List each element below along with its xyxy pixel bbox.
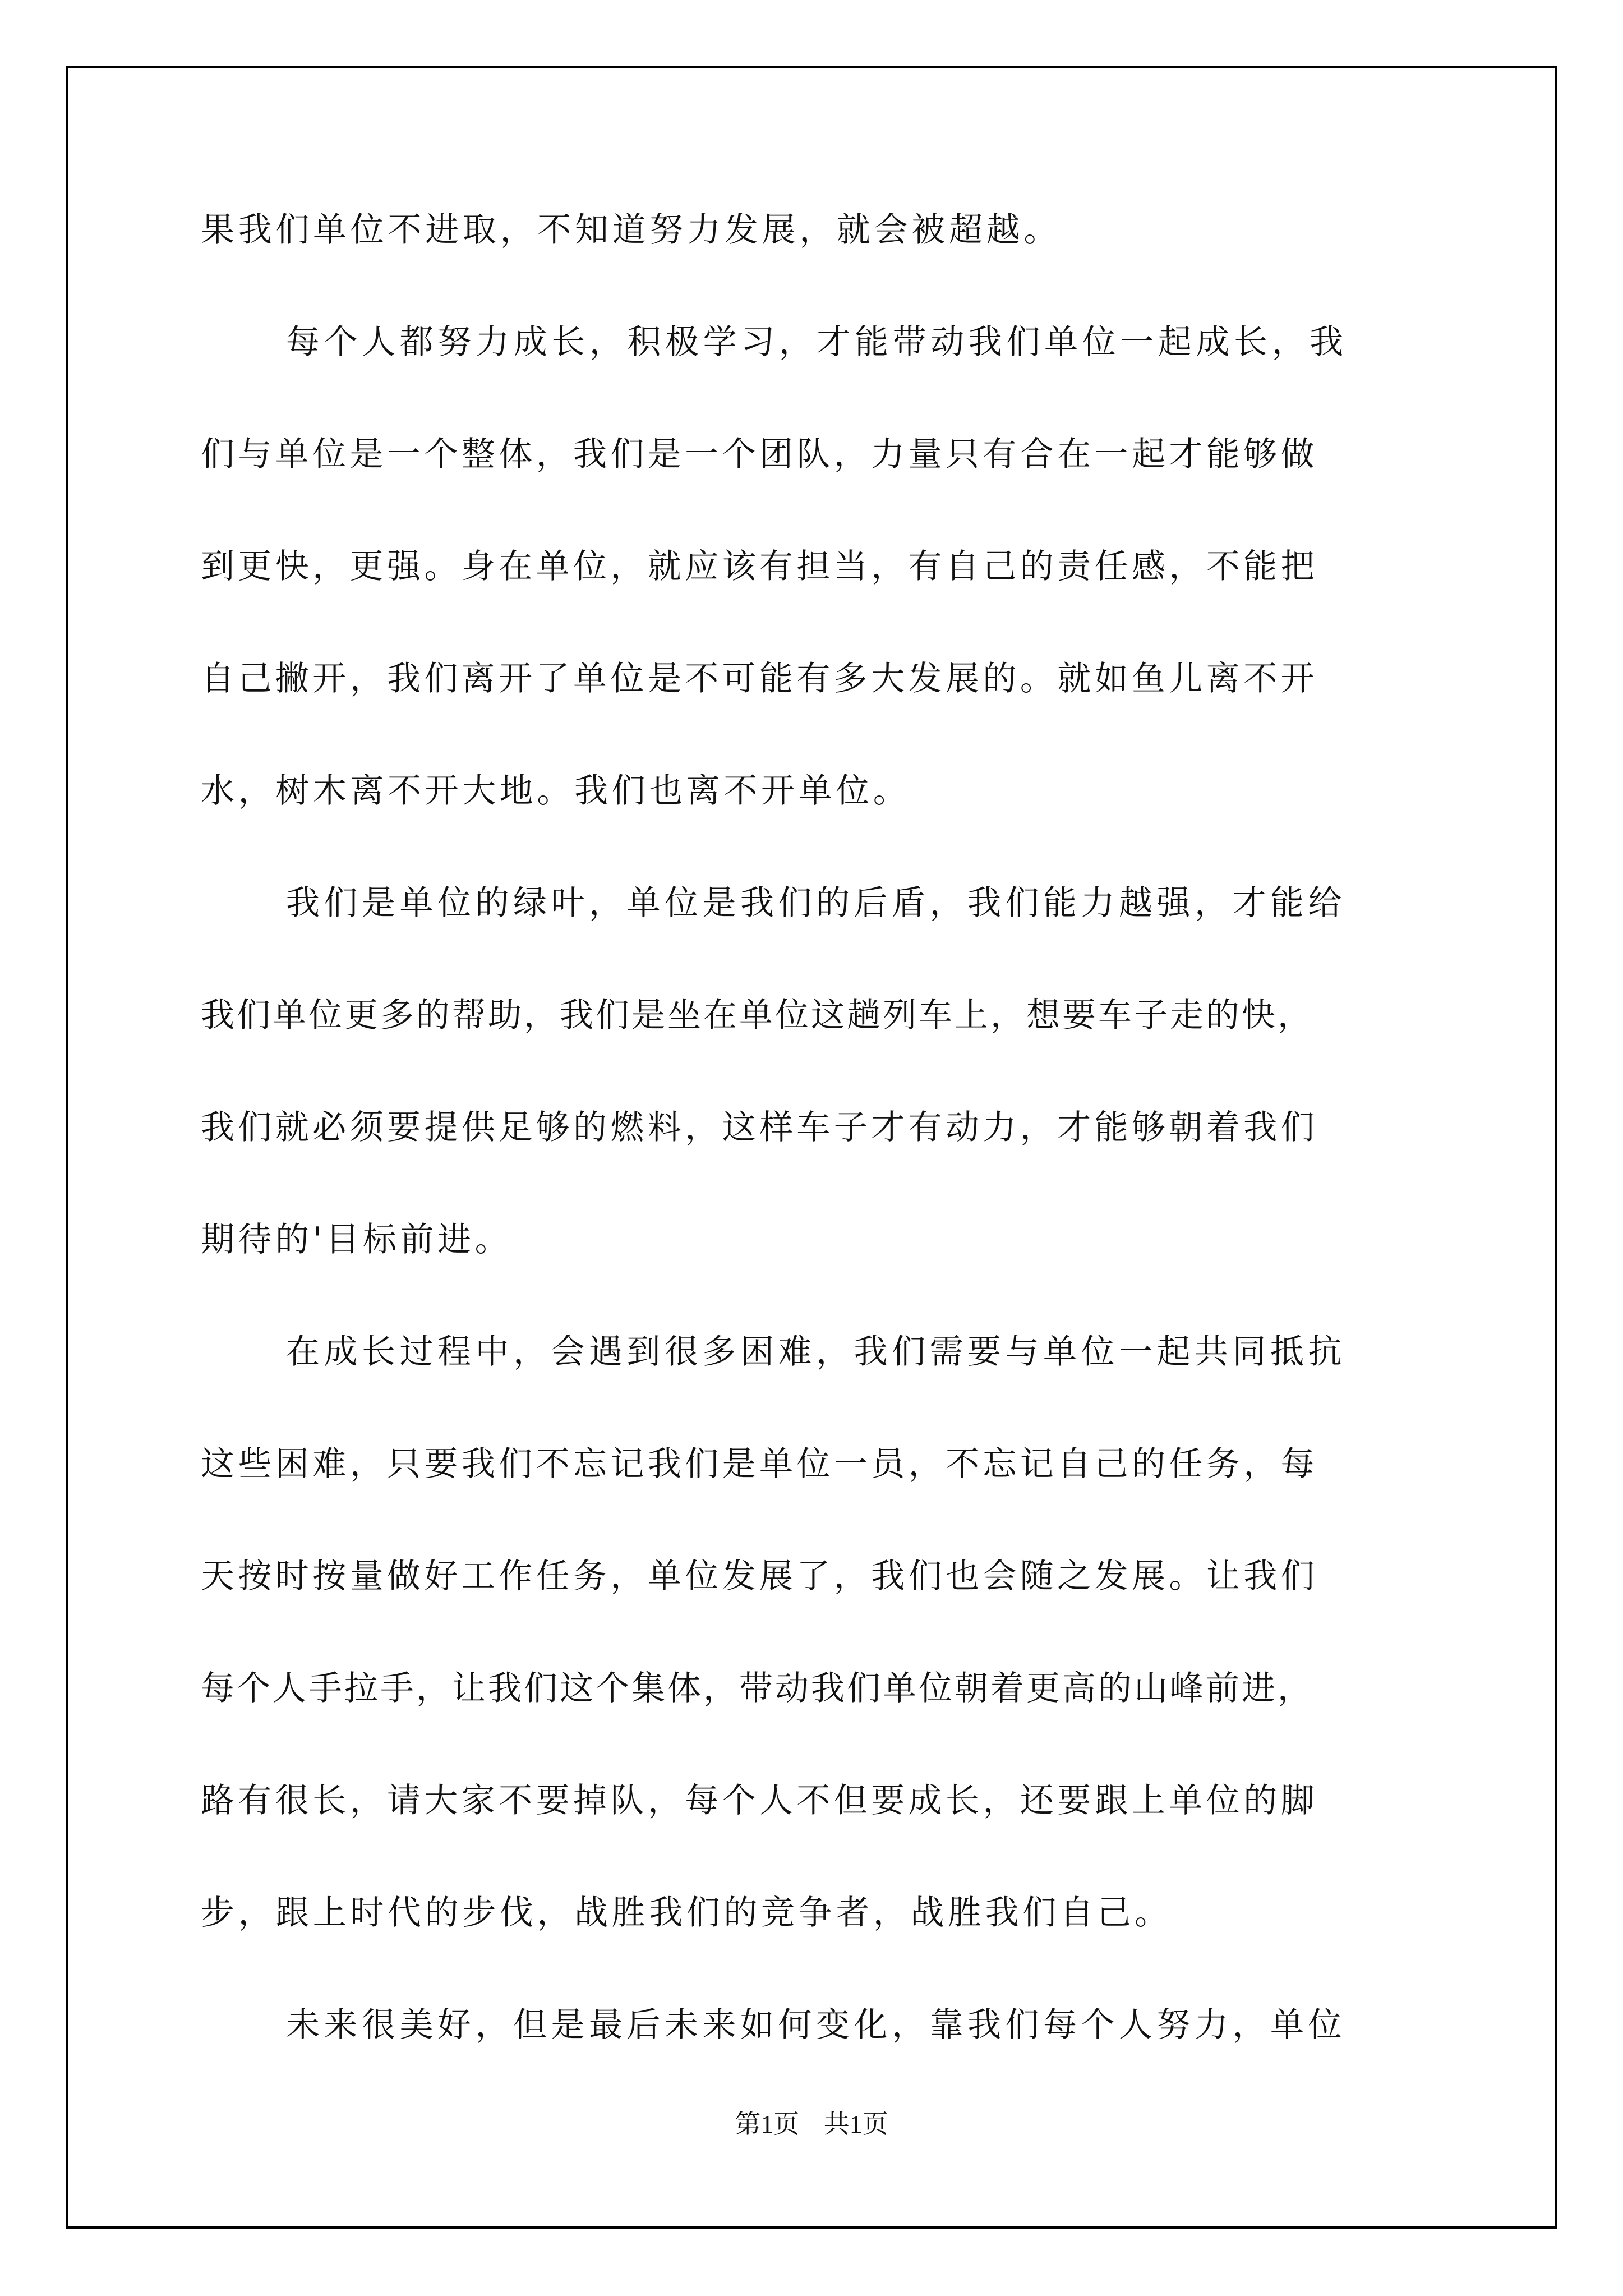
text-line: 未来很美好，但是最后未来如何变化，靠我们每个人努力，单位 bbox=[286, 2005, 1346, 2045]
text-line: 这些困难，只要我们不忘记我们是单位一员，不忘记自己的任务，每 bbox=[201, 1444, 1318, 1484]
text-line: 我们就必须要提供足够的燃料，这样车子才有动力，才能够朝着我们 bbox=[201, 1108, 1318, 1147]
page-count: 共1页 bbox=[823, 2110, 888, 2138]
text-line: 天按时按量做好工作任务，单位发展了，我们也会随之发展。让我们 bbox=[201, 1557, 1318, 1596]
text-line: 期待的'目标前进。 bbox=[201, 1220, 512, 1259]
page-footer bbox=[0, 2104, 1623, 2141]
text-line: 步，跟上时代的步伐，战胜我们的竞争者，战胜我们自己。 bbox=[201, 1893, 1172, 1932]
text-line: 每个人手拉手，让我们这个集体，带动我们单位朝着更高的山峰前进， bbox=[201, 1669, 1313, 1708]
page-number: 第1页 bbox=[735, 2110, 800, 2138]
text-line: 们与单位是一个整体，我们是一个团队，力量只有合在一起才能够做 bbox=[201, 435, 1318, 474]
text-line: 到更快，更强。身在单位，就应该有担当，有自己的责任感，不能把 bbox=[201, 547, 1318, 586]
text-line: 我们是单位的绿叶，单位是我们的后盾，我们能力越强，才能给 bbox=[286, 884, 1346, 923]
text-line: 我们单位更多的帮助，我们是坐在单位这趟列车上，想要车子走的快， bbox=[201, 996, 1313, 1035]
text-line: 每个人都努力成长，积极学习，才能带动我们单位一起成长，我 bbox=[286, 323, 1348, 362]
text-line: 在成长过程中，会遇到很多困难，我们需要与单位一起共同抵抗 bbox=[286, 1332, 1346, 1372]
text-line: 水，树木离不开大地。我们也离不开单位。 bbox=[201, 771, 911, 811]
text-line: 路有很长，请大家不要掉队，每个人不但要成长，还要跟上单位的脚 bbox=[201, 1781, 1318, 1820]
text-line: 果我们单位不进取，不知道努力发展，就会被超越。 bbox=[201, 210, 1062, 250]
text-line: 自己撇开，我们离开了单位是不可能有多大发展的。就如鱼儿离不开 bbox=[201, 659, 1318, 698]
